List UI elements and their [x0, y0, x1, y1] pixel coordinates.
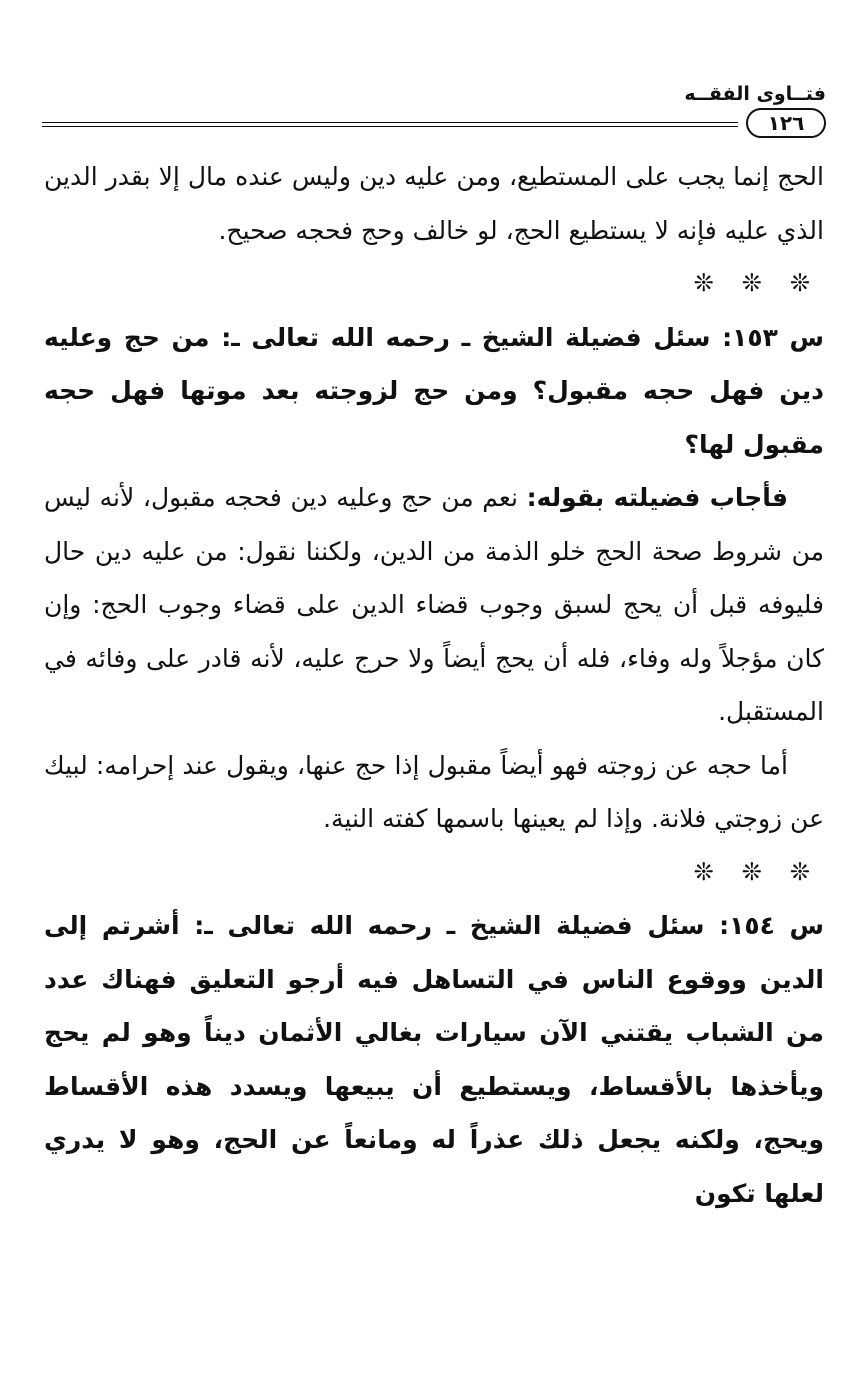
- question-153: [44, 311, 824, 472]
- answer-153-continued: أما حجه عن زوجته فهو أيضاً مقبول إذا حج عنها، ويقول عند إحرامه: لبيك عن زوجتي فلانة. وإذا لم يعينها باسمها كفته النية.: [44, 750, 824, 833]
- question-154: [44, 899, 824, 1220]
- question-153-prefix: س ١٥٣: سئل فضيلة الشيخ ـ رحمه الله تعالى ـ:: [221, 322, 825, 352]
- answer-153-text: نعم من حج وعليه دين فحجه مقبول، لأنه ليس من شروط صحة الحج خلو الذمة من الدين، ولكننا نقول: من عليه دين حال فليوفه قبل أن يحج لسبق وجوب قضاء الدين على قضاء وجوب الحج: وإن كان مؤجلاً وله وفاء، فله أن يحج أيضاً ولا حرج عليه، لأنه قادر على وفائه في المستقبل.: [44, 483, 824, 726]
- paragraph-hajj-obligation: الحج إنما يجب على المستطيع، ومن عليه دين وليس عنده مال إلا بقدر الدين الذي عليه فإنه لا يستطيع الحج، لو خالف وحج فحجه صحيح.: [44, 162, 824, 245]
- answer-153: [44, 471, 824, 739]
- question-153-text: من حج وعليه دين فهل حجه مقبول؟ ومن حج لزوجته بعد موتها فهل حجه مقبول لها؟: [44, 322, 824, 459]
- running-title: فتــاوى الفقــه: [684, 83, 826, 105]
- page-header: [42, 80, 826, 135]
- separator-star-icon: ❊: [741, 857, 762, 886]
- answer-153-prefix: فأجاب فضيلته بقوله:: [526, 483, 789, 512]
- question-154-text: أشرتم إلى الدين ووقوع الناس في التساهل فيه أرجو التعليق فهناك عدد من الشباب يقتني الآن سيارات بغالي الأثمان ديناً وهو لم يحج ويأخذها بالأقساط، ويستطيع أن يبيعها ويسدد هذه الأقساط ويحج، ولكنه يجعل ذلك عذراً له ومانعاً عن الحج، وهو لا يدري لعلها تكون: [44, 911, 824, 1208]
- page-number-badge: ١٢٦: [746, 108, 826, 138]
- separator-star-icon: ❊: [693, 269, 714, 297]
- separator-star-icon: ❊: [789, 269, 810, 297]
- separator-star-icon: ❊: [693, 857, 714, 886]
- question-154-prefix: س ١٥٤: سئل فضيلة الشيخ ـ رحمه الله تعالى ـ:: [194, 911, 825, 940]
- section-separator: [44, 257, 824, 311]
- separator-star-icon: ❊: [789, 857, 810, 886]
- header-rule: [42, 122, 738, 127]
- section-separator: [44, 846, 824, 900]
- page-body: [44, 150, 824, 1220]
- separator-star-icon: ❊: [741, 269, 762, 297]
